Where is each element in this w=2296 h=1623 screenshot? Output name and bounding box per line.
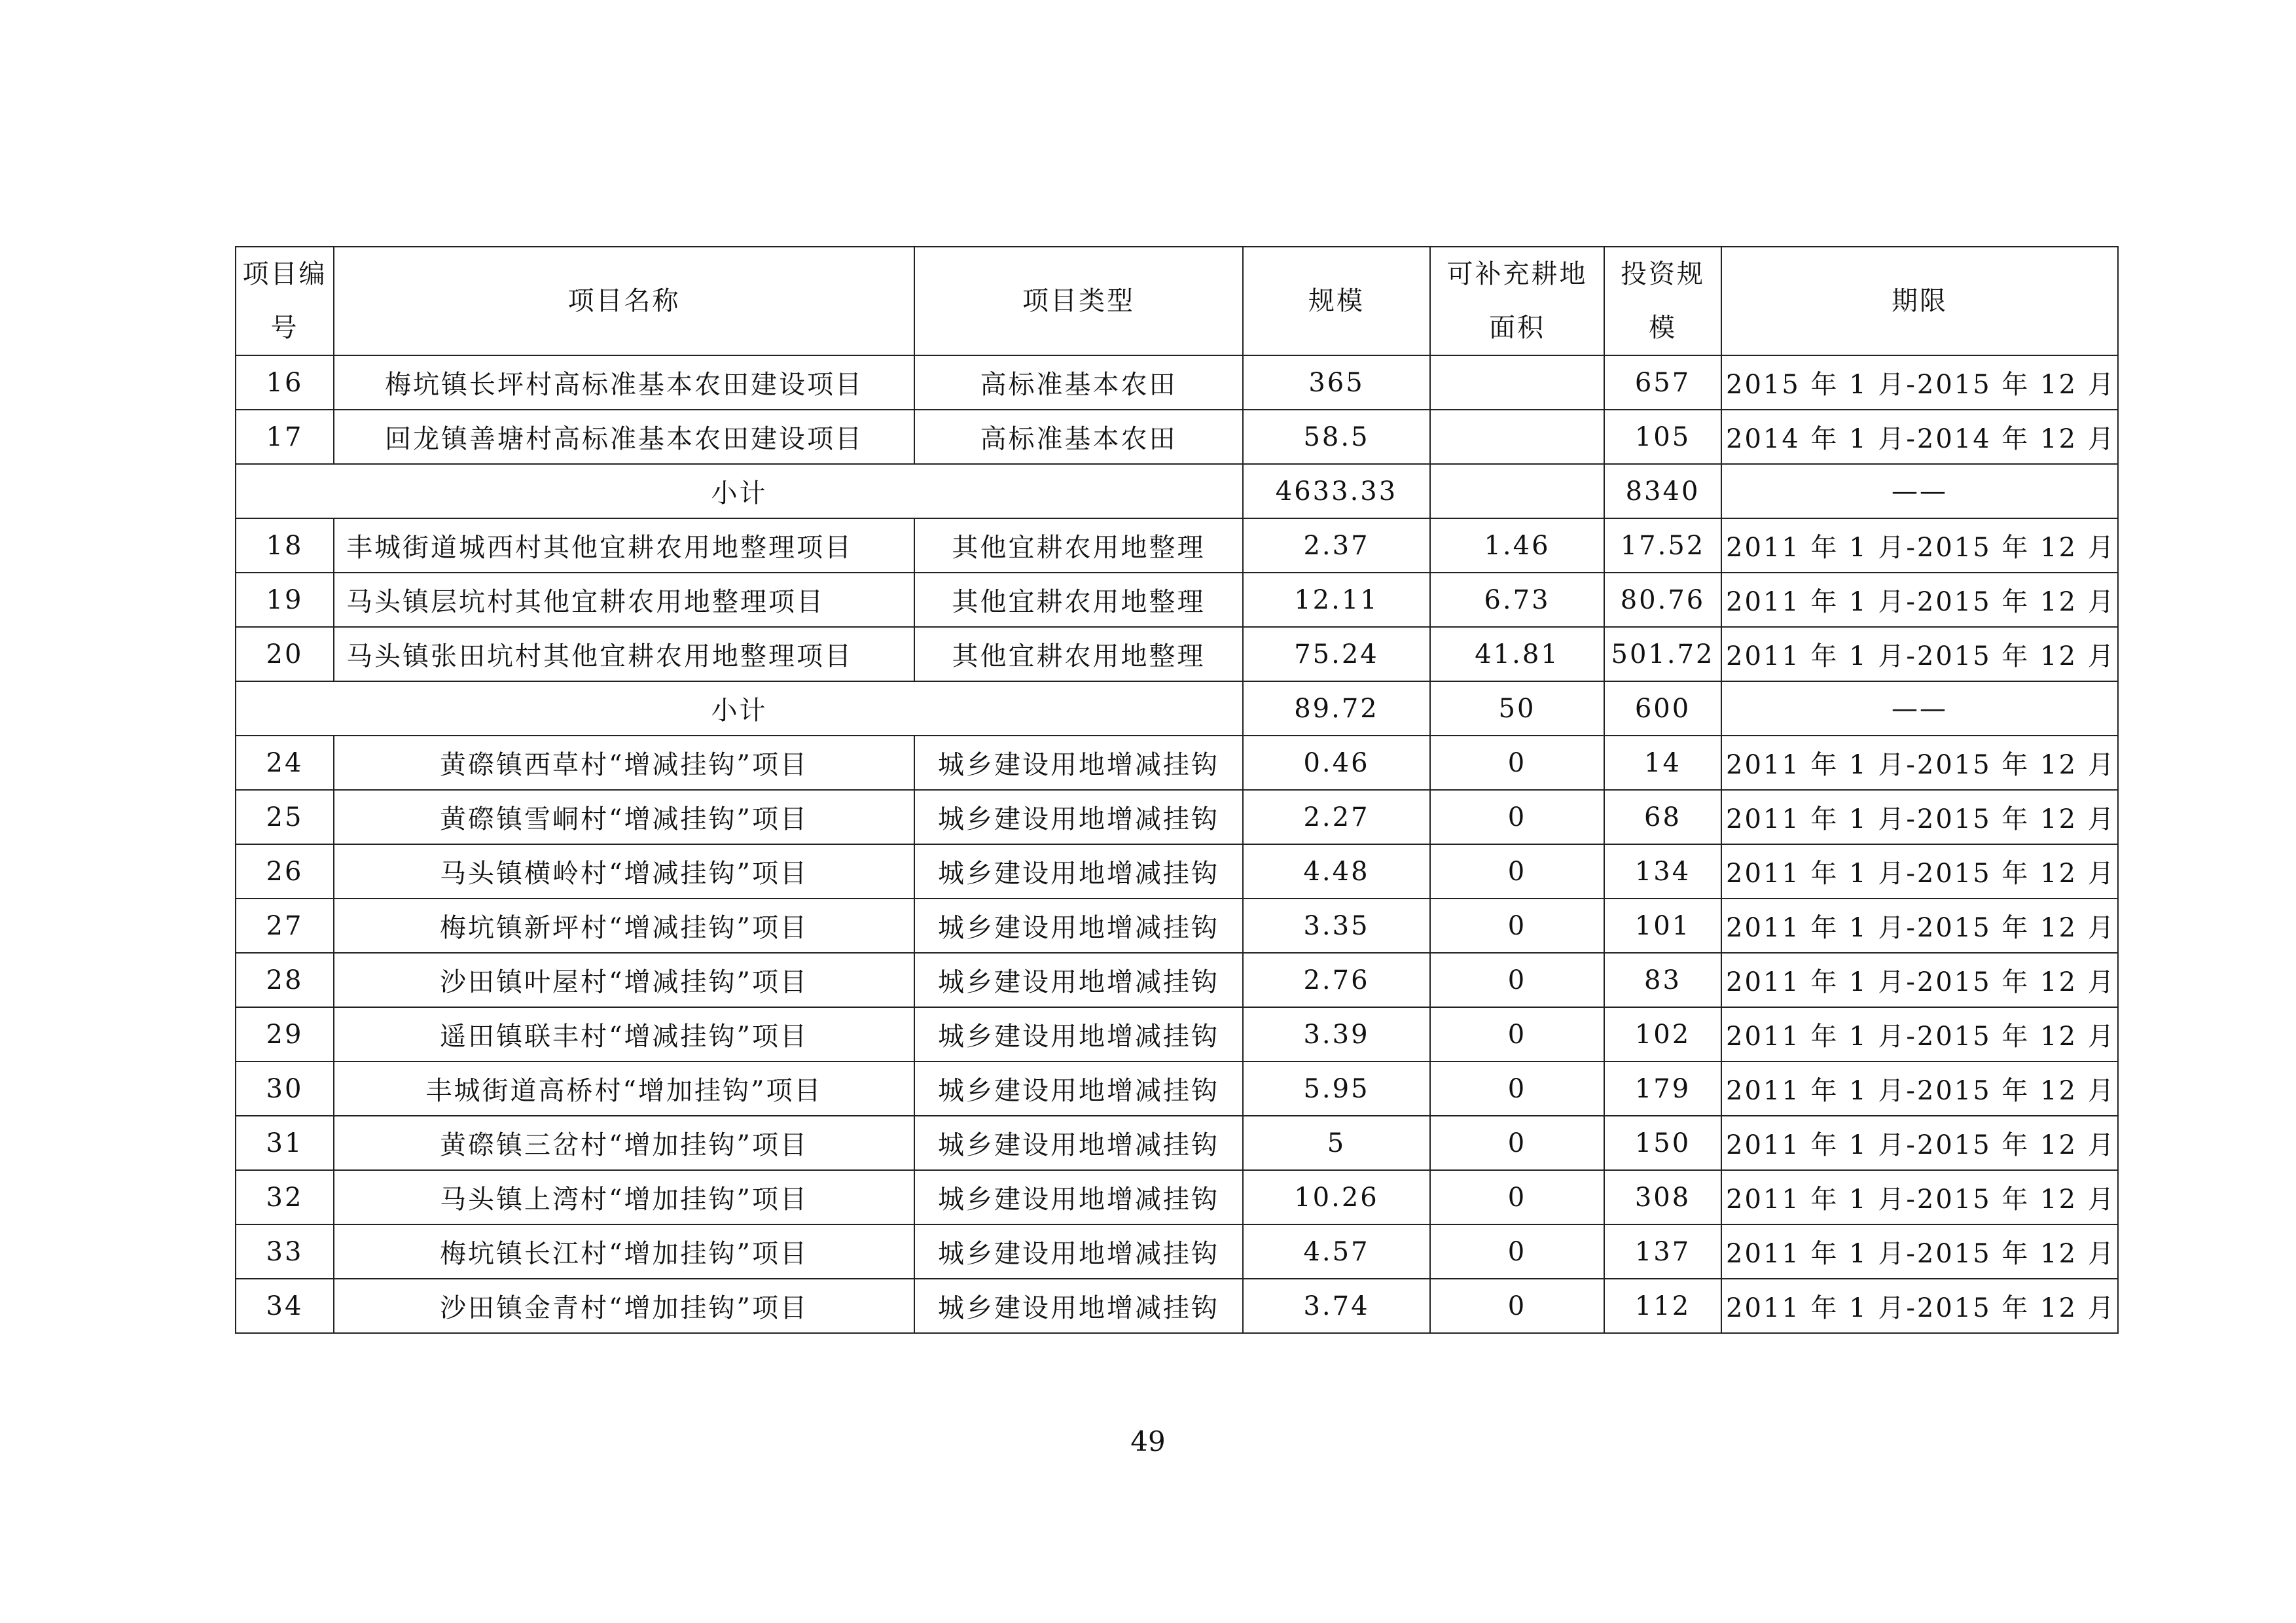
cell-type: 城乡建设用地增减挂钩 xyxy=(914,1279,1243,1333)
table-row xyxy=(236,736,2118,790)
cell-period: —— xyxy=(1721,681,2118,736)
header-name: 项目名称 xyxy=(334,247,914,355)
cell-period: 2011 年 1 月-2015 年 12 月 xyxy=(1721,899,2118,953)
cell-supplement: 0 xyxy=(1430,1224,1604,1279)
cell-id: 34 xyxy=(236,1279,334,1333)
cell-id: 25 xyxy=(236,790,334,844)
cell-type: 其他宜耕农用地整理 xyxy=(914,573,1243,627)
subtotal-label: 小计 xyxy=(236,464,1243,518)
cell-name: 沙田镇叶屋村“增减挂钩”项目 xyxy=(334,953,914,1007)
cell-invest: 112 xyxy=(1604,1279,1721,1333)
cell-name: 马头镇横岭村“增减挂钩”项目 xyxy=(334,844,914,899)
cell-id: 27 xyxy=(236,899,334,953)
cell-type: 城乡建设用地增减挂钩 xyxy=(914,1170,1243,1224)
cell-invest: 137 xyxy=(1604,1224,1721,1279)
cell-type: 高标准基本农田 xyxy=(914,410,1243,464)
cell-supplement: 0 xyxy=(1430,1061,1604,1116)
cell-period: 2011 年 1 月-2015 年 12 月 xyxy=(1721,1007,2118,1061)
cell-scale: 75.24 xyxy=(1243,627,1430,681)
cell-supplement: 0 xyxy=(1430,1116,1604,1170)
cell-id: 31 xyxy=(236,1116,334,1170)
cell-invest: 105 xyxy=(1604,410,1721,464)
header-period: 期限 xyxy=(1721,247,2118,355)
cell-scale: 12.11 xyxy=(1243,573,1430,627)
table-row xyxy=(236,518,2118,573)
cell-name: 梅坑镇长坪村高标准基本农田建设项目 xyxy=(334,355,914,410)
cell-supplement: 0 xyxy=(1430,953,1604,1007)
cell-id: 29 xyxy=(236,1007,334,1061)
cell-id: 28 xyxy=(236,953,334,1007)
cell-type: 城乡建设用地增减挂钩 xyxy=(914,1007,1243,1061)
cell-name: 丰城街道高桥村“增加挂钩”项目 xyxy=(334,1061,914,1116)
cell-period: 2011 年 1 月-2015 年 12 月 xyxy=(1721,1224,2118,1279)
cell-period: 2015 年 1 月-2015 年 12 月 xyxy=(1721,355,2118,410)
cell-scale: 365 xyxy=(1243,355,1430,410)
cell-scale: 5.95 xyxy=(1243,1061,1430,1116)
cell-invest: 179 xyxy=(1604,1061,1721,1116)
cell-id: 26 xyxy=(236,844,334,899)
cell-id: 17 xyxy=(236,410,334,464)
cell-scale: 2.76 xyxy=(1243,953,1430,1007)
cell-supplement: 50 xyxy=(1430,681,1604,736)
cell-name: 丰城街道城西村其他宜耕农用地整理项目 xyxy=(334,518,914,573)
cell-period: —— xyxy=(1721,464,2118,518)
cell-invest: 600 xyxy=(1604,681,1721,736)
cell-id: 24 xyxy=(236,736,334,790)
cell-scale: 0.46 xyxy=(1243,736,1430,790)
cell-supplement: 0 xyxy=(1430,899,1604,953)
cell-scale: 89.72 xyxy=(1243,681,1430,736)
table-row xyxy=(236,1170,2118,1224)
cell-period: 2011 年 1 月-2015 年 12 月 xyxy=(1721,518,2118,573)
cell-name: 马头镇张田坑村其他宜耕农用地整理项目 xyxy=(334,627,914,681)
cell-type: 城乡建设用地增减挂钩 xyxy=(914,899,1243,953)
cell-id: 32 xyxy=(236,1170,334,1224)
cell-invest: 501.72 xyxy=(1604,627,1721,681)
cell-invest: 101 xyxy=(1604,899,1721,953)
table-row xyxy=(236,573,2118,627)
cell-id: 19 xyxy=(236,573,334,627)
table-row xyxy=(236,790,2118,844)
cell-type: 城乡建设用地增减挂钩 xyxy=(914,790,1243,844)
cell-name: 梅坑镇长江村“增加挂钩”项目 xyxy=(334,1224,914,1279)
cell-name: 马头镇层坑村其他宜耕农用地整理项目 xyxy=(334,573,914,627)
cell-scale: 4.57 xyxy=(1243,1224,1430,1279)
cell-name: 回龙镇善塘村高标准基本农田建设项目 xyxy=(334,410,914,464)
cell-period: 2011 年 1 月-2015 年 12 月 xyxy=(1721,627,2118,681)
cell-scale: 3.35 xyxy=(1243,899,1430,953)
cell-supplement: 1.46 xyxy=(1430,518,1604,573)
table-row xyxy=(236,1061,2118,1116)
cell-type: 城乡建设用地增减挂钩 xyxy=(914,953,1243,1007)
cell-supplement xyxy=(1430,410,1604,464)
cell-invest: 8340 xyxy=(1604,464,1721,518)
table-header-row xyxy=(236,247,2118,355)
cell-invest: 150 xyxy=(1604,1116,1721,1170)
subtotal-row xyxy=(236,464,2118,518)
cell-invest: 83 xyxy=(1604,953,1721,1007)
cell-supplement: 41.81 xyxy=(1430,627,1604,681)
cell-type: 城乡建设用地增减挂钩 xyxy=(914,1061,1243,1116)
cell-type: 城乡建设用地增减挂钩 xyxy=(914,1116,1243,1170)
cell-invest: 657 xyxy=(1604,355,1721,410)
cell-invest: 102 xyxy=(1604,1007,1721,1061)
page-number: 49 xyxy=(1130,1425,1166,1457)
cell-id: 33 xyxy=(236,1224,334,1279)
table-row xyxy=(236,1116,2118,1170)
cell-name: 黄磜镇西草村“增减挂钩”项目 xyxy=(334,736,914,790)
cell-invest: 17.52 xyxy=(1604,518,1721,573)
cell-name: 马头镇上湾村“增加挂钩”项目 xyxy=(334,1170,914,1224)
cell-name: 黄磜镇三岔村“增加挂钩”项目 xyxy=(334,1116,914,1170)
cell-invest: 80.76 xyxy=(1604,573,1721,627)
cell-period: 2011 年 1 月-2015 年 12 月 xyxy=(1721,844,2118,899)
cell-id: 16 xyxy=(236,355,334,410)
cell-type: 其他宜耕农用地整理 xyxy=(914,518,1243,573)
cell-type: 城乡建设用地增减挂钩 xyxy=(914,1224,1243,1279)
cell-period: 2011 年 1 月-2015 年 12 月 xyxy=(1721,1116,2118,1170)
table-row xyxy=(236,899,2118,953)
cell-name: 沙田镇金青村“增加挂钩”项目 xyxy=(334,1279,914,1333)
table-row xyxy=(236,1224,2118,1279)
cell-invest: 68 xyxy=(1604,790,1721,844)
cell-supplement xyxy=(1430,355,1604,410)
cell-period: 2011 年 1 月-2015 年 12 月 xyxy=(1721,1061,2118,1116)
cell-scale: 10.26 xyxy=(1243,1170,1430,1224)
cell-supplement: 0 xyxy=(1430,1170,1604,1224)
table-row xyxy=(236,953,2118,1007)
cell-period: 2011 年 1 月-2015 年 12 月 xyxy=(1721,953,2118,1007)
cell-period: 2011 年 1 月-2015 年 12 月 xyxy=(1721,1279,2118,1333)
table-row xyxy=(236,844,2118,899)
cell-id: 18 xyxy=(236,518,334,573)
table-row xyxy=(236,355,2118,410)
cell-id: 30 xyxy=(236,1061,334,1116)
cell-type: 高标准基本农田 xyxy=(914,355,1243,410)
cell-invest: 134 xyxy=(1604,844,1721,899)
cell-period: 2011 年 1 月-2015 年 12 月 xyxy=(1721,736,2118,790)
table-row xyxy=(236,1007,2118,1061)
cell-invest: 14 xyxy=(1604,736,1721,790)
cell-period: 2011 年 1 月-2015 年 12 月 xyxy=(1721,573,2118,627)
cell-period: 2014 年 1 月-2014 年 12 月 xyxy=(1721,410,2118,464)
cell-supplement: 0 xyxy=(1430,736,1604,790)
subtotal-label: 小计 xyxy=(236,681,1243,736)
header-type: 项目类型 xyxy=(914,247,1243,355)
cell-supplement: 0 xyxy=(1430,844,1604,899)
cell-supplement: 6.73 xyxy=(1430,573,1604,627)
cell-id: 20 xyxy=(236,627,334,681)
cell-scale: 2.37 xyxy=(1243,518,1430,573)
cell-type: 城乡建设用地增减挂钩 xyxy=(914,844,1243,899)
cell-scale: 4633.33 xyxy=(1243,464,1430,518)
cell-name: 黄磜镇雪峒村“增减挂钩”项目 xyxy=(334,790,914,844)
cell-period: 2011 年 1 月-2015 年 12 月 xyxy=(1721,790,2118,844)
cell-scale: 3.74 xyxy=(1243,1279,1430,1333)
cell-scale: 5 xyxy=(1243,1116,1430,1170)
header-scale: 规模 xyxy=(1243,247,1430,355)
cell-invest: 308 xyxy=(1604,1170,1721,1224)
cell-type: 城乡建设用地增减挂钩 xyxy=(914,736,1243,790)
cell-supplement: 0 xyxy=(1430,1279,1604,1333)
cell-name: 梅坑镇新坪村“增减挂钩”项目 xyxy=(334,899,914,953)
cell-type: 其他宜耕农用地整理 xyxy=(914,627,1243,681)
cell-period: 2011 年 1 月-2015 年 12 月 xyxy=(1721,1170,2118,1224)
table-row xyxy=(236,627,2118,681)
cell-scale: 3.39 xyxy=(1243,1007,1430,1061)
cell-supplement xyxy=(1430,464,1604,518)
cell-supplement: 0 xyxy=(1430,790,1604,844)
project-table xyxy=(235,246,2119,1334)
cell-name: 遥田镇联丰村“增减挂钩”项目 xyxy=(334,1007,914,1061)
cell-scale: 4.48 xyxy=(1243,844,1430,899)
header-supplement: 可补充耕地面积 xyxy=(1430,247,1604,355)
cell-scale: 2.27 xyxy=(1243,790,1430,844)
table-row xyxy=(236,1279,2118,1333)
subtotal-row xyxy=(236,681,2118,736)
cell-supplement: 0 xyxy=(1430,1007,1604,1061)
header-id: 项目编号 xyxy=(236,247,334,355)
header-invest: 投资规模 xyxy=(1604,247,1721,355)
table-row xyxy=(236,410,2118,464)
cell-scale: 58.5 xyxy=(1243,410,1430,464)
